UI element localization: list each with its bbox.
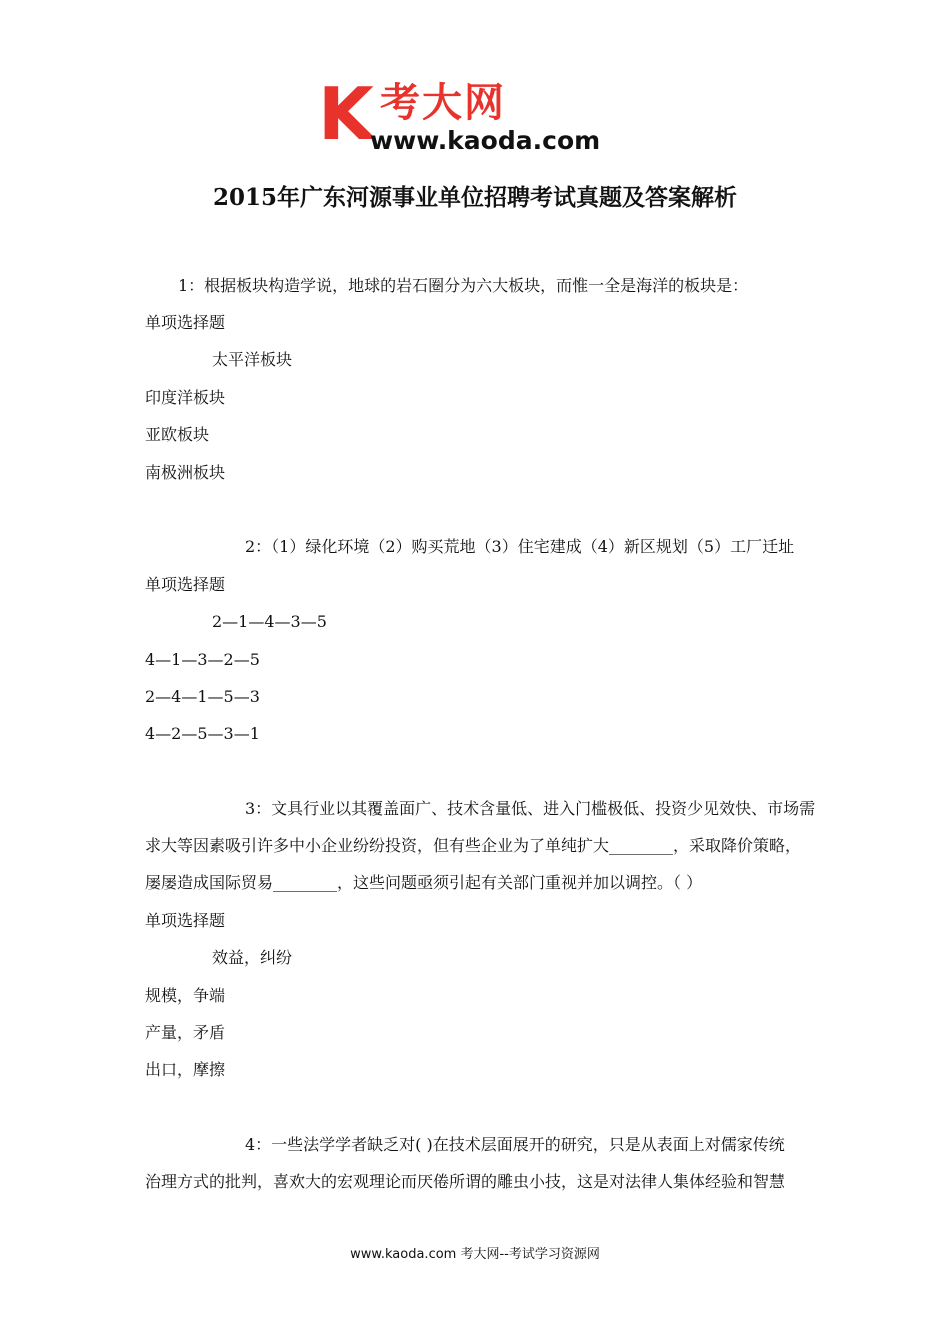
question-3-option: 出口，摩擦: [145, 1060, 226, 1079]
question-2-type: 单项选择题: [145, 575, 226, 594]
question-3-stem-line: 3：文具行业以其覆盖面广、技术含量低、进入门槛极低、投资少见效快、市场需: [245, 799, 816, 818]
logo-k-mark: K: [318, 72, 374, 156]
question-1-stem: 1：根据板块构造学说，地球的岩石圈分为六大板块，而惟一全是海洋的板块是：: [178, 276, 749, 295]
kaoda-logo: [318, 72, 648, 158]
question-3-option: 规模，争端: [145, 986, 226, 1005]
question-2-option: 2—4—1—5—3: [145, 687, 260, 706]
question-2-option: 4—2—5—3—1: [145, 724, 260, 743]
question-3-option: 效益，纠纷: [212, 948, 293, 967]
question-3-stem-line: 屡屡造成国际贸易________，这些问题亟须引起有关部门重视并加以调控。（ ）: [145, 873, 703, 892]
question-4-stem-line: 治理方式的批判，喜欢大的宏观理论而厌倦所谓的雕虫小技，这是对法律人集体经验和智慧: [145, 1172, 786, 1191]
logo-url: www.kaoda.com: [370, 126, 601, 155]
question-1-type: 单项选择题: [145, 313, 226, 332]
question-3-option: 产量，矛盾: [145, 1023, 226, 1042]
question-1-option: 亚欧板块: [145, 425, 210, 444]
question-4-stem-line: 4：一些法学学者缺乏对( )在技术层面展开的研究，只是从表面上对儒家传统: [245, 1135, 785, 1154]
question-1-option: 太平洋板块: [212, 350, 293, 369]
question-1-option: 南极洲板块: [145, 463, 226, 482]
question-3-stem-line: 求大等因素吸引许多中小企业纷纷投资，但有些企业为了单纯扩大________，采取降价策略，: [145, 836, 802, 855]
page-footer: www.kaoda.com 考大网--考试学习资源网: [350, 1247, 600, 1262]
logo-chinese-name: 考大网: [380, 80, 506, 126]
question-2-option: 4—1—3—2—5: [145, 650, 260, 669]
document-title: 2015年广东河源事业单位招聘考试真题及答案解析: [212, 184, 737, 211]
question-2-option: 2—1—4—3—5: [212, 612, 327, 631]
question-1-option: 印度洋板块: [145, 388, 226, 407]
question-2-stem: 2：（1）绿化环境（2）购买荒地（3）住宅建成（4）新区规划（5）工厂迁址: [245, 537, 795, 556]
question-3-type: 单项选择题: [145, 911, 226, 930]
